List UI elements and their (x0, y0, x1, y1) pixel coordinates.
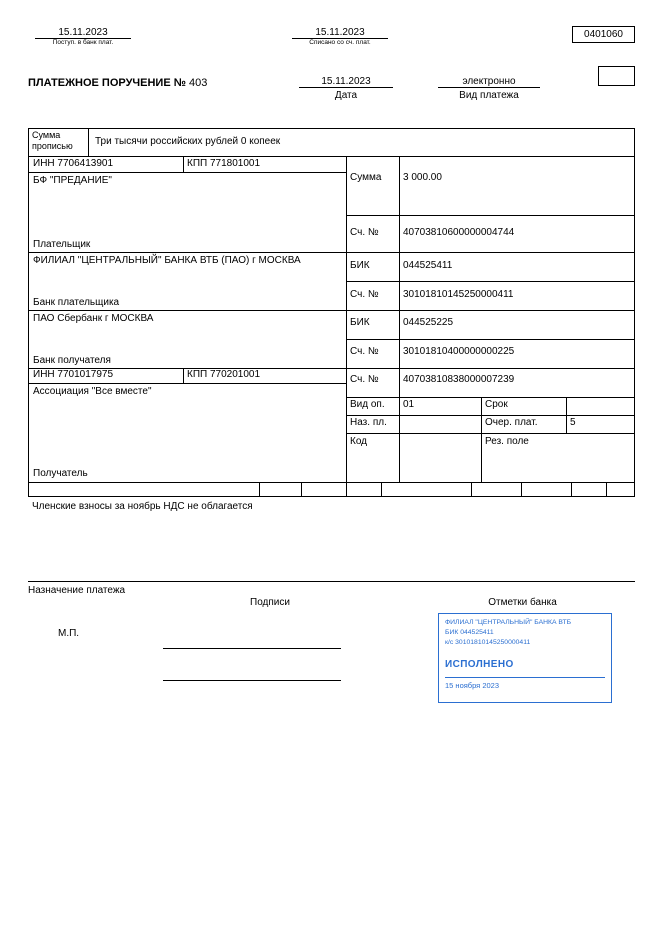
reserve-field-label: Рез. поле (485, 436, 529, 447)
payer-name: БФ "ПРЕДАНИЕ" (33, 175, 112, 186)
signature-line (163, 648, 341, 649)
grid-line (346, 339, 634, 340)
stamp-status: ИСПОЛНЕНО (445, 658, 514, 670)
payer-kpp: КПП 771801001 (187, 158, 261, 169)
document-title-label: ПЛАТЕЖНОЕ ПОРУЧЕНИЕ № (28, 77, 186, 89)
payer-bank-bik: 044525411 (403, 260, 453, 271)
payer-account: 40703810600000004744 (403, 227, 515, 238)
payee-bank-caption: Банк получателя (33, 355, 111, 366)
op-kind-label: Вид оп. (350, 399, 385, 410)
payer-inn: ИНН 7706413901 (33, 158, 114, 169)
debited-date-block (292, 27, 388, 47)
grid-line (381, 483, 382, 496)
payee-kpp: КПП 770201001 (187, 369, 261, 380)
stamp-corr-account: к/с 30101810145250000411 (445, 638, 531, 646)
grid-line (571, 483, 572, 496)
received-date-block (35, 27, 131, 47)
grid-line (346, 415, 634, 416)
grid-line (301, 483, 302, 496)
grid-line (346, 397, 634, 398)
doc-date: 15.11.2023 (299, 76, 393, 88)
doc-date-caption: Дата (334, 90, 358, 101)
payee-caption: Получатель (33, 468, 88, 479)
payment-kind: электронно (438, 76, 540, 88)
payment-kind-block (438, 76, 540, 101)
bank-stamp (438, 613, 612, 703)
payee-account-label: Сч. № (350, 374, 379, 385)
grid-line (29, 172, 346, 173)
debited-date-caption: Списано со сч. плат. (309, 39, 371, 46)
payment-kind-caption: Вид платежа (459, 90, 519, 101)
sum-value: 3 000.00 (403, 172, 442, 183)
bottom-strip (28, 482, 635, 497)
purpose-caption: Назначение платежа (28, 585, 126, 596)
received-date: 15.11.2023 (35, 27, 131, 39)
payee-bank-name: ПАО Сбербанк г МОСКВА (33, 313, 154, 324)
payee-bank-account-label: Сч. № (350, 346, 379, 357)
grid-line (521, 483, 522, 496)
priority-value: 5 (570, 417, 576, 428)
grid-line (29, 368, 634, 369)
requisites-table (28, 156, 635, 483)
payee-bank-bik-label: БИК (350, 317, 370, 328)
stamp-date: 15 ноября 2023 (445, 677, 605, 692)
document-number: 403 (189, 77, 208, 89)
form-code-box: 0401060 (572, 26, 635, 43)
payer-caption: Плательщик (33, 239, 91, 250)
grid-line (29, 383, 346, 384)
stamp-bik: БИК 044525411 (445, 628, 494, 636)
purpose-code-label: Наз. пл. (350, 417, 387, 428)
grid-line (346, 281, 634, 282)
stamp-bank-name: ФИЛИАЛ "ЦЕНТРАЛЬНЫЙ" БАНКА ВТБ (445, 619, 572, 626)
reserve-box (598, 66, 635, 86)
payer-account-label: Сч. № (350, 227, 379, 238)
grid-line (29, 310, 634, 311)
doc-date-block (299, 76, 393, 101)
grid-line (481, 397, 482, 482)
op-kind-value: 01 (403, 399, 415, 410)
signature-line (163, 680, 341, 681)
payee-inn: ИНН 7701017975 (33, 369, 114, 380)
payee-bank-bik: 044525225 (403, 317, 454, 328)
grid-line (29, 252, 634, 253)
payer-bank-name: ФИЛИАЛ "ЦЕНТРАЛЬНЫЙ" БАНКА ВТБ (ПАО) г МОСКВА (33, 255, 301, 266)
term-label: Срок (485, 399, 508, 410)
grid-line (183, 368, 184, 383)
amount-words-label: Сумма прописью (29, 129, 89, 156)
mp-label: М.П. (58, 628, 80, 639)
payee-account: 40703810838000007239 (403, 374, 515, 385)
signatures-label: Подписи (250, 597, 290, 608)
bank-marks-label: Отметки банка (488, 597, 557, 608)
priority-label: Очер. плат. (485, 417, 538, 428)
received-date-caption: Поступ. в банк плат. (52, 39, 114, 46)
document-title (28, 77, 207, 90)
grid-line (346, 433, 634, 434)
grid-line (346, 215, 634, 216)
payer-bank-caption: Банк плательщика (33, 297, 120, 308)
grid-line (259, 483, 260, 496)
payer-bank-bik-label: БИК (350, 260, 370, 271)
payer-bank-account: 30101810145250000411 (403, 289, 514, 300)
grid-line (346, 483, 347, 496)
grid-line (183, 157, 184, 172)
payee-name: Ассоциация "Все вместе" (33, 386, 152, 397)
sum-label: Сумма (350, 172, 382, 183)
code-label: Код (350, 436, 368, 447)
amount-words-value: Три тысячи российских рублей 0 копеек (95, 136, 281, 147)
purpose-underline (28, 581, 635, 582)
amount-words-row (28, 128, 635, 157)
payee-bank-account: 30101810400000000225 (403, 346, 515, 357)
grid-line (606, 483, 607, 496)
purpose-text: Членские взносы за ноябрь НДС не облагается (32, 501, 253, 512)
debited-date: 15.11.2023 (292, 27, 388, 39)
grid-line (471, 483, 472, 496)
payer-bank-account-label: Сч. № (350, 289, 379, 300)
